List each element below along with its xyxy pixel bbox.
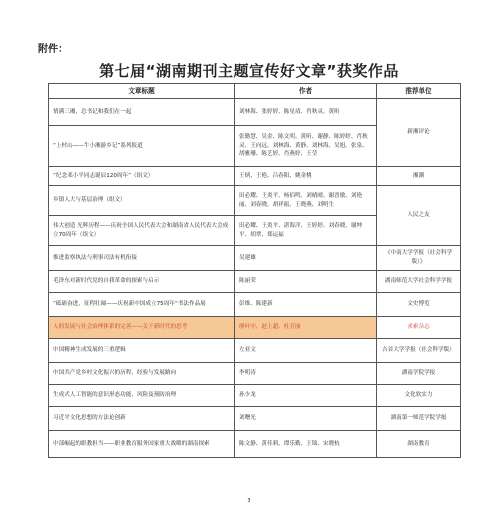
article-title: “纪念邓小平同志诞辰120周年”（组文） (49, 167, 235, 186)
page-title: 第七届“湖南期刊主题宣传好文章”获奖作品 (99, 62, 399, 80)
article-title: 乡镇人大与基层治理（组文） (49, 186, 235, 216)
recommending-org: 《中南大学学报（社会科学版）》 (377, 246, 461, 271)
recommending-org: 文史博览 (377, 293, 461, 317)
article-title: 习近平文化思想的方法论创新 (49, 407, 235, 431)
article-authors: 李明涛 (235, 363, 377, 385)
article-authors: 廖叶中、赵上超、杜芳丽 (235, 317, 377, 339)
article-title: 中部崛起的职教担当——职业教育服务国家重大战略的湖南探索 (49, 431, 235, 458)
table-row-highlighted (49, 317, 461, 339)
table-row (49, 293, 461, 317)
table-row (49, 167, 461, 186)
table-row (49, 407, 461, 431)
article-title: 人的发展与社会治理体系的完善——关于新时代的思考 (49, 317, 235, 339)
table-row (49, 186, 461, 216)
table-row (49, 385, 461, 407)
recommending-org: 湖南教育 (377, 431, 461, 458)
article-title: 毛泽东对新时代党的自我革命的探索与启示 (49, 271, 235, 293)
article-title: 推进监察执法与刑事司法有机衔接 (49, 246, 235, 271)
article-title: “砥砺奋进，征程壮阔——庆祝新中国成立75周年”书法作品展 (49, 293, 235, 317)
article-authors: 孙少龙 (235, 385, 377, 407)
table-row (49, 339, 461, 363)
recommending-org: 新湘评论 (377, 99, 461, 167)
article-authors: 吴建雄 (235, 246, 377, 271)
article-authors: 王炳、王艳、吕春阳、姚金桃 (235, 167, 377, 186)
recommending-org: 文化软实力 (377, 385, 461, 407)
article-authors: 田必耀、王炎平、湛海洋、王婷婷、刘春晓、谢坤平、胡翠、郑运福 (235, 216, 377, 246)
article-authors: 左亚文 (235, 339, 377, 363)
table-header-row (49, 84, 461, 99)
recommending-org: 湖南学院学报 (377, 363, 461, 385)
article-title: 中国共产党乡村文化振兴的历程、经验与发展路向 (49, 363, 235, 385)
attachment-label: 附件： (38, 44, 68, 55)
table-row (49, 363, 461, 385)
recommending-org: 求索杂志 (377, 317, 461, 339)
article-title: “上村山——牛小湘游乡记”系列报道 (49, 126, 235, 167)
awards-table (48, 83, 461, 458)
article-authors: 陈文静、黄佳莉、谭乐勤、王锦、宋晓杭 (235, 431, 377, 458)
article-authors: 陈丽荣 (235, 271, 377, 293)
header-org: 推荐单位 (377, 84, 461, 99)
header-title: 文章标题 (49, 84, 235, 99)
table-row (49, 431, 461, 458)
recommending-org: 人民之友 (377, 186, 461, 246)
article-authors: 田必耀、王炎平、杨佰鸣、刘晴晴、谢晋敏、刘艳丽、刘春晓、胡祥振、王晓燕、刘明生 (235, 186, 377, 216)
page-number: 3 (247, 498, 251, 504)
article-authors: 张勤慧、吴金、陈文明、黄昕、谢静、陈婷婷、肖秋灵、王向远、刘林海、黄静、刘林海、吴旭、张泉、胡雅珊、陈艺婷、肖燕婷、王莹 (235, 126, 377, 167)
article-authors: 刘林海、张婷婷、陈星靖、肖秋灵、黄昕 (235, 99, 377, 126)
recommending-org: 湖南第一师范学院学报 (377, 407, 461, 431)
table-row (49, 99, 461, 126)
article-title: 生成式人工智能的意识形态功能、风险及预防治理 (49, 385, 235, 407)
recommending-org: 湘潮 (377, 167, 461, 186)
recommending-org: 湖南师范大学社会科学学报 (377, 271, 461, 293)
article-authors: 彭维、陈建新 (235, 293, 377, 317)
article-title: 中国精神生成发展的三重逻辑 (49, 339, 235, 363)
table-row (49, 246, 461, 271)
article-authors: 刘曙光 (235, 407, 377, 431)
article-title: 情满三湘，总书记和我们在一起 (49, 99, 235, 126)
table-row (49, 271, 461, 293)
header-author: 作者 (235, 84, 377, 99)
article-title: 伟大创造 光辉历程——庆祝全国人民代表大会和湖南省人民代表大会成立70周年（组文） (49, 216, 235, 246)
recommending-org: 吉首大学学报（社会科学版） (377, 339, 461, 363)
